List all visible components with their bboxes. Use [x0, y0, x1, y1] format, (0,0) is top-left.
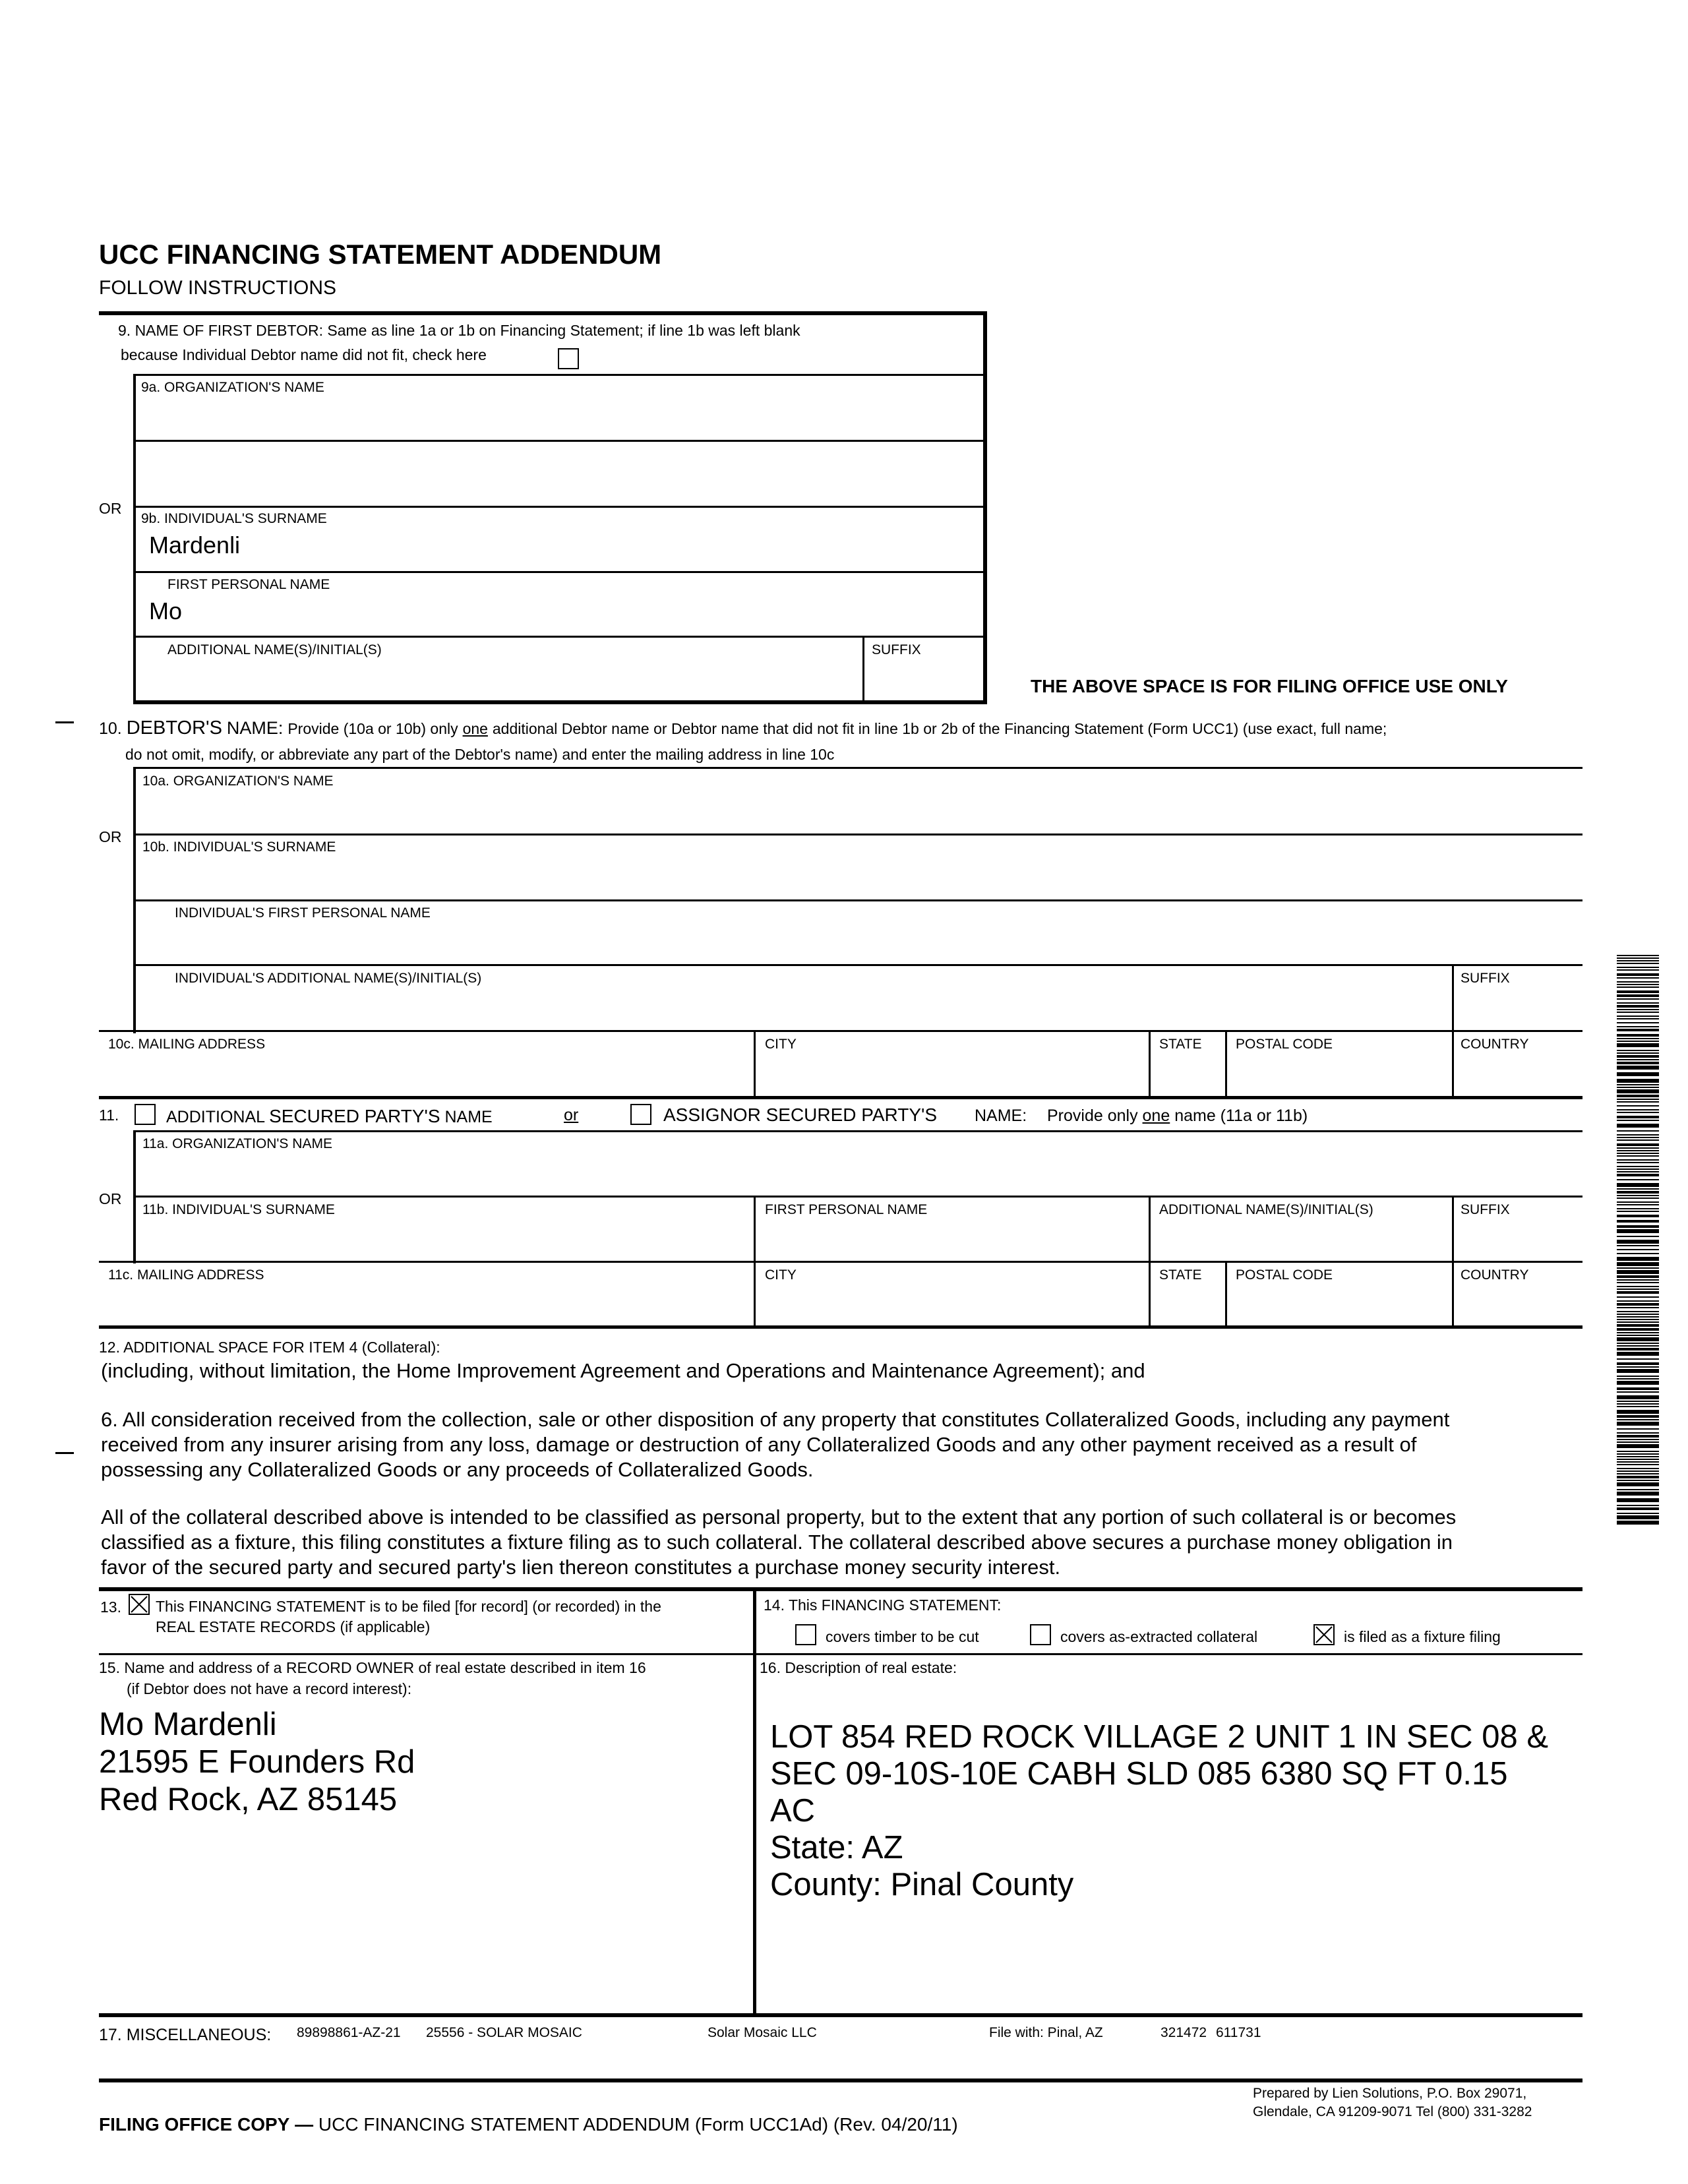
- rule-10c-postal: [1225, 1030, 1227, 1097]
- barcode-bar: [1617, 1321, 1659, 1323]
- barcode-bar: [1617, 1343, 1659, 1344]
- barcode-bar: [1617, 1337, 1659, 1341]
- item11c-label: 11c. MAILING ADDRESS: [108, 1267, 264, 1283]
- barcode-bar: [1617, 1507, 1659, 1510]
- rule-10first-top: [133, 899, 1582, 901]
- barcode-bar: [1617, 1225, 1659, 1228]
- barcode-bar: [1617, 1002, 1659, 1004]
- barcode-bar: [1617, 1456, 1659, 1457]
- collateral-p3-l2: classified as a fixture, this filing constitutes a fixture filing as to such collateral. The collateral described above secures a purchase money obligation in: [101, 1531, 1453, 1554]
- margin-tick-1: [55, 721, 74, 723]
- rule-11c-top: [99, 1261, 1582, 1263]
- item11-provide-a: Provide only: [1047, 1107, 1138, 1125]
- barcode-bar: [1617, 1150, 1659, 1151]
- barcode-bar: [1617, 1191, 1659, 1194]
- barcode-bar: [1617, 1422, 1659, 1426]
- barcode-bar: [1617, 1262, 1659, 1266]
- barcode-bar: [1617, 1236, 1659, 1237]
- item10-additional-label: INDIVIDUAL'S ADDITIONAL NAME(S)/INITIAL(S): [175, 971, 482, 986]
- barcode-bar: [1617, 973, 1659, 976]
- rule-10c-top: [99, 1030, 1582, 1032]
- barcode-bar: [1617, 1464, 1659, 1465]
- item9a-label: 9a. ORGANIZATION'S NAME: [141, 380, 324, 395]
- collateral-p3-l3: favor of the secured party and secured party's lien thereon constitutes a purchase money security interest.: [101, 1556, 1061, 1579]
- barcode-bar: [1617, 1009, 1659, 1010]
- barcode-bar: [1617, 1471, 1659, 1472]
- rule-10suffix: [1452, 964, 1454, 1033]
- assignor-secured-party-checkbox[interactable]: [630, 1104, 651, 1125]
- misc-file-with: File with: Pinal, AZ: [989, 2025, 1103, 2040]
- barcode-bar: [1617, 1016, 1659, 1017]
- item13-line2: REAL ESTATE RECORDS (if applicable): [156, 1618, 431, 1635]
- rule-addl-top: [133, 636, 984, 638]
- item11-city-label: CITY: [765, 1267, 797, 1283]
- barcode-bar: [1617, 1153, 1659, 1154]
- barcode-bar: [1617, 969, 1659, 971]
- item11-postal-label: POSTAL CODE: [1236, 1267, 1333, 1283]
- collateral-p2-l2: received from any insurer arising from any loss, damage or destruction of any Collateralized Goods and any other payment received as a result of: [101, 1433, 1417, 1456]
- barcode-bar: [1617, 1521, 1659, 1525]
- misc-num2: 611731: [1216, 2025, 1261, 2040]
- barcode-bar: [1617, 1319, 1659, 1320]
- barcode-bar: [1617, 1401, 1659, 1402]
- barcode-bar: [1617, 1473, 1659, 1474]
- item11-additional-a: ADDITIONAL: [166, 1108, 265, 1126]
- barcode-bar: [1617, 955, 1659, 956]
- item9-label-2: because Individual Debtor name did not fit, check here: [121, 346, 487, 363]
- barcode-bar: [1617, 1095, 1659, 1097]
- rule-13-divider: [753, 1587, 756, 2016]
- rule-11a-top: [133, 1130, 1582, 1132]
- barcode-bar: [1617, 1208, 1659, 1209]
- barcode-bar: [1617, 1124, 1659, 1128]
- barcode-bar: [1617, 1183, 1659, 1187]
- barcode-bar: [1617, 1369, 1659, 1373]
- barcode-bar: [1617, 1089, 1659, 1093]
- item10-city-label: CITY: [765, 1037, 797, 1052]
- item10-desc-a: Provide (10a or 10b) only: [287, 720, 458, 737]
- real-estate-desc-l3: AC: [770, 1793, 816, 1829]
- rule-17-top: [99, 2013, 1582, 2017]
- barcode-bar: [1617, 1012, 1659, 1013]
- misc-num1: 321472: [1160, 2025, 1207, 2040]
- barcode-bar: [1617, 1257, 1659, 1261]
- item10-desc-b: additional Debtor name or Debtor name that did not fit in line 1b or 2b of the Financing Statement (Form UCC1) (use exact, full name;: [492, 720, 1387, 737]
- rule-footer: [99, 2078, 1582, 2082]
- barcode-bar: [1617, 1468, 1659, 1469]
- barcode-bar: [1617, 1419, 1659, 1420]
- barcode-bar: [1617, 1428, 1659, 1430]
- rule-10a-top: [133, 767, 1582, 769]
- item10-country-label: COUNTRY: [1461, 1037, 1529, 1052]
- barcode-bar: [1617, 981, 1659, 983]
- barcode-bar: [1617, 1461, 1659, 1463]
- barcode-bar: [1617, 1324, 1659, 1327]
- barcode-bar: [1617, 1109, 1659, 1110]
- item14-opt3: is filed as a fixture filing: [1344, 1628, 1501, 1645]
- barcode-bar: [1617, 1029, 1659, 1031]
- item14-opt1: covers timber to be cut: [826, 1628, 979, 1645]
- item13-num: 13.: [100, 1598, 121, 1616]
- barcode-bar: [1617, 1166, 1659, 1167]
- item10-suffix-label: SUFFIX: [1461, 971, 1510, 986]
- item10-desc-one: one: [462, 720, 488, 737]
- barcode-bar: [1617, 1515, 1659, 1519]
- barcode-bar: [1617, 1291, 1659, 1294]
- first-name-label: FIRST PERSONAL NAME: [167, 577, 330, 592]
- timber-checkbox[interactable]: [795, 1624, 816, 1645]
- item10-title: DEBTOR'S: [126, 717, 222, 739]
- barcode-bar: [1617, 1289, 1659, 1290]
- barcode-graphic: [1617, 955, 1659, 1525]
- barcode-bar: [1617, 1267, 1659, 1269]
- barcode-bar: [1617, 1303, 1659, 1306]
- real-estate-desc-l1: LOT 854 RED ROCK VILLAGE 2 UNIT 1 IN SEC 08 &: [770, 1719, 1549, 1755]
- barcode-bar: [1617, 1513, 1659, 1514]
- barcode-bar: [1617, 1453, 1659, 1455]
- barcode-bar: [1617, 1395, 1659, 1399]
- barcode-bar: [1617, 1112, 1659, 1113]
- item10-num: 10.: [99, 719, 122, 738]
- barcode-bar: [1617, 1296, 1659, 1298]
- barcode-bar: [1617, 1134, 1659, 1136]
- barcode-bar: [1617, 1249, 1659, 1250]
- barcode-bar: [1617, 1038, 1659, 1039]
- item11-additional-c: NAME: [444, 1108, 493, 1126]
- barcode-bar: [1617, 1332, 1659, 1333]
- item11-or: or: [564, 1106, 579, 1124]
- item12-label: 12. ADDITIONAL SPACE FOR ITEM 4 (Collateral):: [99, 1339, 440, 1356]
- barcode-bar: [1617, 1055, 1659, 1058]
- rule-10c-state: [1149, 1030, 1151, 1097]
- check-x-icon: [130, 1595, 148, 1614]
- item16-label: 16. Description of real estate:: [760, 1659, 957, 1676]
- barcode-bar: [1617, 1314, 1659, 1315]
- barcode-bar: [1617, 1022, 1659, 1023]
- barcode-bar: [1617, 1328, 1659, 1331]
- barcode-bar: [1617, 1498, 1659, 1502]
- barcode-bar: [1617, 1099, 1659, 1100]
- footer-form-name: UCC FINANCING STATEMENT ADDENDUM (Form UCC1Ad) (Rev. 04/20/11): [318, 2114, 958, 2135]
- barcode-bar: [1617, 1105, 1659, 1107]
- item10-header: [99, 717, 1387, 739]
- barcode-bar: [1617, 1005, 1659, 1008]
- barcode-bar: [1617, 1026, 1659, 1027]
- barcode-bar: [1617, 1143, 1659, 1146]
- item11-country-label: COUNTRY: [1461, 1267, 1529, 1283]
- barcode-bar: [1617, 1406, 1659, 1407]
- item11b-label: 11b. INDIVIDUAL'S SURNAME: [142, 1202, 335, 1217]
- barcode-bar: [1617, 1062, 1659, 1064]
- barcode-bar: [1617, 1376, 1659, 1377]
- as-extracted-checkbox[interactable]: [1030, 1624, 1051, 1645]
- barcode-bar: [1617, 1087, 1659, 1088]
- collateral-line1: (including, without limitation, the Home Improvement Agreement and Operations and Maintenance Agreement); and: [101, 1359, 1145, 1382]
- barcode-bar: [1617, 1220, 1659, 1223]
- collateral-p2-l3: possessing any Collateralized Goods or any proceeds of Collateralized Goods.: [101, 1458, 814, 1481]
- barcode-bar: [1617, 1041, 1659, 1042]
- record-owner-street: 21595 E Founders Rd: [99, 1744, 415, 1780]
- barcode-bar: [1617, 1201, 1659, 1203]
- item9-checkbox[interactable]: [558, 348, 579, 369]
- collateral-p2-l1: 6. All consideration received from the collection, sale or other disposition of any property that constitutes Collateralized Goods, including any payment: [101, 1408, 1450, 1431]
- record-owner-city: Red Rock, AZ 85145: [99, 1782, 398, 1817]
- barcode-bar: [1617, 1137, 1659, 1138]
- barcode-bar: [1617, 1174, 1659, 1176]
- item10b-label: 10b. INDIVIDUAL'S SURNAME: [142, 839, 336, 855]
- barcode-bar: [1617, 1391, 1659, 1393]
- item11-additional-b: SECURED PARTY'S: [269, 1106, 440, 1126]
- additional-name-label: ADDITIONAL NAME(S)/INITIAL(S): [167, 642, 382, 657]
- barcode-bar: [1617, 1116, 1659, 1118]
- item9-label: 9. NAME OF FIRST DEBTOR: Same as line 1a or 1b on Financing Statement; if line 1b was left blank: [118, 322, 800, 339]
- barcode-bar: [1617, 1084, 1659, 1085]
- item10-title2: NAME:: [226, 718, 284, 738]
- rule-11-bottom: [99, 1325, 1582, 1329]
- barcode-bar: [1617, 984, 1659, 985]
- barcode-bar: [1617, 1188, 1659, 1190]
- misc-ref: 89898861-AZ-21: [297, 2025, 401, 2040]
- barcode-bar: [1617, 1439, 1659, 1440]
- item15-line2: (if Debtor does not have a record interest):: [127, 1680, 412, 1697]
- barcode-bar: [1617, 1139, 1659, 1141]
- barcode-bar: [1617, 967, 1659, 968]
- rule-right-9: [983, 311, 987, 704]
- barcode-bar: [1617, 1253, 1659, 1254]
- barcode-bar: [1617, 1335, 1659, 1336]
- barcode-bar: [1617, 1476, 1659, 1478]
- item11-additional-text: [166, 1106, 493, 1127]
- barcode-bar: [1617, 1270, 1659, 1274]
- barcode-bar: [1617, 1043, 1659, 1047]
- barcode-bar: [1617, 1286, 1659, 1287]
- barcode-bar: [1617, 1492, 1659, 1496]
- barcode-bar: [1617, 994, 1659, 997]
- item11-suffix-label: SUFFIX: [1461, 1202, 1510, 1217]
- prepared-by-line2: Glendale, CA 91209-9071 Tel (800) 331-3282: [1253, 2104, 1532, 2119]
- additional-secured-party-checkbox[interactable]: [135, 1104, 156, 1125]
- item10-desc-line2: do not omit, modify, or abbreviate any part of the Debtor's name) and enter the mailing address in line 10c: [125, 746, 835, 763]
- item10c-label: 10c. MAILING ADDRESS: [108, 1037, 266, 1052]
- item9b-label: 9b. INDIVIDUAL'S SURNAME: [141, 511, 327, 526]
- record-owner-name: Mo Mardenli: [99, 1707, 277, 1742]
- barcode-bar: [1617, 1052, 1659, 1054]
- item11-name-word: NAME:: [975, 1107, 1027, 1125]
- or-label-10: OR: [99, 828, 122, 845]
- footer-copy-label: FILING OFFICE COPY: [99, 2114, 290, 2135]
- item11-additional-label: ADDITIONAL NAME(S)/INITIAL(S): [1159, 1202, 1373, 1217]
- debtor-surname-value: Mardenli: [149, 531, 241, 559]
- fixture-filing-checkbox[interactable]: [1313, 1624, 1335, 1645]
- barcode-bar: [1617, 1282, 1659, 1283]
- item11-first-label: FIRST PERSONAL NAME: [765, 1202, 928, 1217]
- barcode-bar: [1617, 986, 1659, 988]
- barcode-bar: [1617, 1079, 1659, 1083]
- collateral-p3-l1: All of the collateral described above is intended to be classified as personal property, but to the extent that any portion of such collateral is or becomes: [101, 1505, 1457, 1529]
- barcode-bar: [1617, 1316, 1659, 1318]
- barcode-bar: [1617, 1147, 1659, 1149]
- barcode-bar: [1617, 1279, 1659, 1281]
- form-title: UCC FINANCING STATEMENT ADDENDUM: [99, 239, 662, 270]
- rule-left-9: [133, 374, 136, 704]
- barcode-bar: [1617, 1245, 1659, 1246]
- item10-state-label: STATE: [1159, 1037, 1202, 1052]
- barcode-bar: [1617, 1155, 1659, 1157]
- barcode-bar: [1617, 1410, 1659, 1414]
- barcode-bar: [1617, 1018, 1659, 1019]
- barcode-bar: [1617, 1480, 1659, 1481]
- or-label-11: OR: [99, 1190, 122, 1207]
- footer-dash: —: [295, 2114, 314, 2135]
- item15-line1: 15. Name and address of a RECORD OWNER of real estate described in item 16: [99, 1659, 646, 1676]
- rule-10c-city: [754, 1030, 756, 1097]
- barcode-bar: [1617, 1179, 1659, 1180]
- item13-checkbox[interactable]: [129, 1594, 150, 1615]
- check-x-icon: [1315, 1625, 1333, 1644]
- rule-top-9: [99, 311, 986, 315]
- item11-provide: [1047, 1107, 1308, 1126]
- item13-line1: This FINANCING STATEMENT is to be filed [for record] (or recorded) in the: [156, 1598, 661, 1615]
- debtor-first-value: Mo: [149, 597, 183, 624]
- barcode-bar: [1617, 1489, 1659, 1490]
- item11-num: 11.: [99, 1107, 119, 1124]
- suffix-label-9: SUFFIX: [872, 642, 921, 657]
- barcode-bar: [1617, 1444, 1659, 1448]
- barcode-bar: [1617, 977, 1659, 979]
- filing-office-note: THE ABOVE SPACE IS FOR FILING OFFICE USE ONLY: [1031, 676, 1508, 696]
- misc-code: 25556 - SOLAR MOSAIC: [426, 2025, 582, 2040]
- barcode-bar: [1617, 998, 1659, 1000]
- barcode-bar: [1617, 1311, 1659, 1312]
- barcode-bar: [1617, 960, 1659, 961]
- margin-tick-2: [55, 1452, 74, 1454]
- barcode-bar: [1617, 1275, 1659, 1278]
- barcode-bar: [1617, 1034, 1659, 1037]
- barcode-bar: [1617, 1130, 1659, 1132]
- rule-9a-mid: [133, 440, 984, 442]
- item11-provide-b: name (11a or 11b): [1174, 1107, 1308, 1125]
- item14-opt2: covers as-extracted collateral: [1060, 1628, 1258, 1645]
- misc-company: Solar Mosaic LLC: [708, 2025, 817, 2040]
- barcode-bar: [1617, 957, 1659, 959]
- barcode-bar: [1617, 1195, 1659, 1196]
- barcode-bar: [1617, 1381, 1659, 1385]
- barcode-bar: [1617, 1198, 1659, 1199]
- barcode-bar: [1617, 1358, 1659, 1360]
- rule-11b-top: [133, 1196, 1582, 1198]
- rule-9a-top: [133, 374, 984, 376]
- rule-suffix-9: [862, 636, 864, 703]
- item17-label: 17. MISCELLANEOUS:: [99, 2026, 272, 2044]
- barcode-bar: [1617, 1345, 1659, 1347]
- barcode-bar: [1617, 1403, 1659, 1405]
- item10a-label: 10a. ORGANIZATION'S NAME: [142, 774, 334, 789]
- barcode-bar: [1617, 1229, 1659, 1233]
- barcode-bar: [1617, 1505, 1659, 1506]
- barcode-bar: [1617, 963, 1659, 964]
- barcode-bar: [1617, 1432, 1659, 1434]
- real-estate-desc-l2: SEC 09-10S-10E CABH SLD 085 6380 SQ FT 0.15: [770, 1756, 1508, 1792]
- item11-provide-one: one: [1142, 1107, 1170, 1125]
- barcode-bar: [1617, 1435, 1659, 1438]
- barcode-bar: [1617, 1059, 1659, 1060]
- barcode-bar: [1617, 1441, 1659, 1443]
- barcode-bar: [1617, 1215, 1659, 1217]
- item10-postal-label: POSTAL CODE: [1236, 1037, 1333, 1052]
- barcode-bar: [1617, 1415, 1659, 1418]
- item11-state-label: STATE: [1159, 1267, 1202, 1283]
- real-estate-county: County: Pinal County: [770, 1867, 1074, 1902]
- rule-15-top: [99, 1653, 1582, 1655]
- rule-10addl-top: [133, 964, 1582, 966]
- real-estate-state: State: AZ: [770, 1830, 903, 1866]
- barcode-bar: [1617, 1366, 1659, 1368]
- barcode-bar: [1617, 1211, 1659, 1212]
- barcode-bar: [1617, 1204, 1659, 1205]
- rule-10b-top: [133, 834, 1582, 835]
- rule-first-top: [133, 571, 984, 573]
- barcode-bar: [1617, 1120, 1659, 1121]
- barcode-bar: [1617, 1162, 1659, 1163]
- barcode-bar: [1617, 1378, 1659, 1380]
- prepared-by-line1: Prepared by Lien Solutions, P.O. Box 29071,: [1253, 2086, 1527, 2101]
- barcode-bar: [1617, 1072, 1659, 1076]
- rule-10c-country: [1452, 1030, 1454, 1097]
- or-label-9: OR: [99, 500, 122, 517]
- barcode: [1617, 955, 1659, 1525]
- barcode-bar: [1617, 1159, 1659, 1161]
- item11a-label: 11a. ORGANIZATION'S NAME: [142, 1136, 332, 1151]
- barcode-bar: [1617, 1482, 1659, 1486]
- item11-assignor: ASSIGNOR SECURED PARTY'S: [663, 1105, 938, 1125]
- rule-9b-top: [133, 506, 984, 508]
- barcode-bar: [1617, 1168, 1659, 1170]
- barcode-bar: [1617, 1300, 1659, 1302]
- barcode-bar: [1617, 1348, 1659, 1350]
- barcode-bar: [1617, 1101, 1659, 1103]
- barcode-bar: [1617, 1050, 1659, 1051]
- barcode-bar: [1617, 1352, 1659, 1356]
- rule-10-bottom: [99, 1096, 1582, 1099]
- barcode-bar: [1617, 1362, 1659, 1365]
- barcode-bar: [1617, 1240, 1659, 1244]
- barcode-bar: [1617, 1451, 1659, 1452]
- barcode-bar: [1617, 990, 1659, 993]
- item14-label: 14. This FINANCING STATEMENT:: [764, 1596, 1002, 1614]
- barcode-bar: [1617, 1307, 1659, 1308]
- barcode-bar: [1617, 1459, 1659, 1460]
- footer-form-line: [99, 2114, 958, 2135]
- follow-instructions: FOLLOW INSTRUCTIONS: [99, 277, 337, 299]
- barcode-bar: [1617, 1066, 1659, 1070]
- barcode-bar: [1617, 1387, 1659, 1390]
- item10-first-label: INDIVIDUAL'S FIRST PERSONAL NAME: [175, 905, 431, 921]
- barcode-bar: [1617, 1171, 1659, 1172]
- rule-13-top: [99, 1587, 1582, 1591]
- rule-11c-postal: [1225, 1261, 1227, 1327]
- rule-bottom-9: [133, 700, 986, 704]
